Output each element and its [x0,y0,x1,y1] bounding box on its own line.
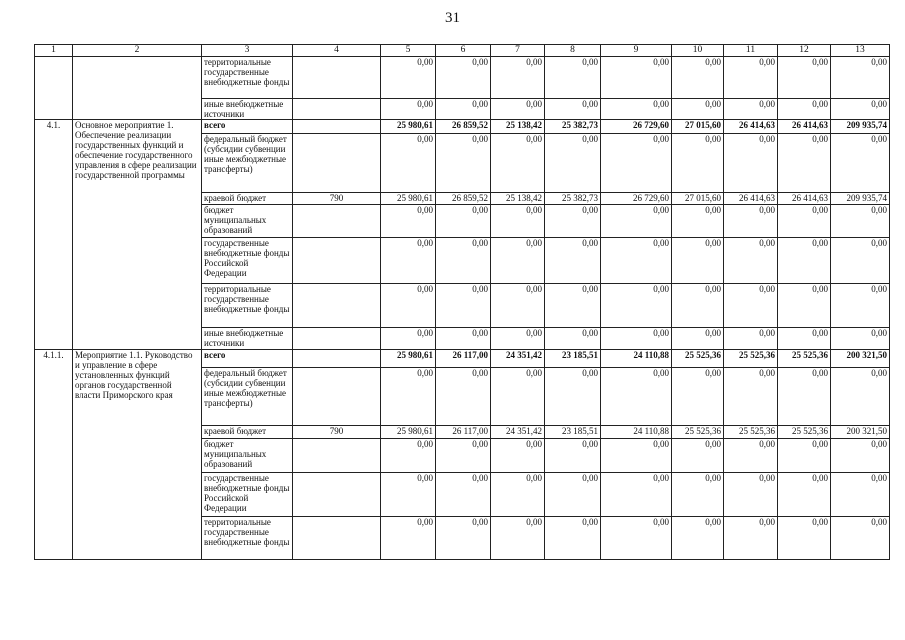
code-cell [293,57,381,99]
value-cell-6: 26 117,00 [436,426,491,439]
code-cell: 790 [293,426,381,439]
value-cell-7: 24 351,42 [491,350,545,368]
value-cell-13: 209 935,74 [831,120,890,134]
value-cell-8: 0,00 [545,439,601,473]
value-cell-5: 25 980,61 [381,426,436,439]
value-cell-8: 0,00 [545,57,601,99]
value-cell-8: 0,00 [545,99,601,120]
code-cell [293,238,381,284]
value-cell-10: 27 015,60 [672,193,724,205]
value-cell-11: 0,00 [724,473,778,517]
column-header-4: 4 [293,45,381,57]
column-header-2: 2 [73,45,202,57]
value-cell-9: 0,00 [601,238,672,284]
code-cell [293,350,381,368]
value-cell-5: 0,00 [381,368,436,426]
code-cell [293,517,381,560]
section-name-cell: Мероприятие 1.1. Руководство и управление в сфере установленных функций органов государственной власти Приморского края [73,350,202,560]
budget-table [34,44,890,560]
value-cell-5: 0,00 [381,205,436,238]
table-row [35,57,890,99]
value-cell-10: 0,00 [672,57,724,99]
section-number-cell [35,57,73,120]
value-cell-6: 26 117,00 [436,350,491,368]
value-cell-10: 27 015,60 [672,120,724,134]
value-cell-10: 0,00 [672,99,724,120]
value-cell-7: 0,00 [491,57,545,99]
value-cell-8: 0,00 [545,368,601,426]
funding-source-cell: иные внебюджетные источники [202,328,293,350]
value-cell-9: 24 110,88 [601,350,672,368]
value-cell-10: 25 525,36 [672,426,724,439]
value-cell-13: 0,00 [831,328,890,350]
value-cell-5: 0,00 [381,134,436,193]
value-cell-9: 0,00 [601,439,672,473]
code-cell [293,99,381,120]
funding-source-cell: государственные внебюджетные фонды Российской Федерации [202,473,293,517]
value-cell-8: 0,00 [545,328,601,350]
value-cell-6: 0,00 [436,284,491,328]
value-cell-13: 0,00 [831,439,890,473]
column-header-6: 6 [436,45,491,57]
funding-source-cell: краевой бюджет [202,426,293,439]
value-cell-10: 25 525,36 [672,350,724,368]
value-cell-9: 0,00 [601,57,672,99]
value-cell-6: 0,00 [436,368,491,426]
column-header-10: 10 [672,45,724,57]
value-cell-5: 0,00 [381,284,436,328]
value-cell-8: 0,00 [545,473,601,517]
value-cell-11: 0,00 [724,439,778,473]
value-cell-6: 26 859,52 [436,193,491,205]
code-cell [293,120,381,134]
page-number: 31 [445,10,460,26]
code-cell: 790 [293,193,381,205]
value-cell-13: 0,00 [831,284,890,328]
value-cell-10: 0,00 [672,134,724,193]
value-cell-12: 26 414,63 [778,120,831,134]
value-cell-10: 0,00 [672,368,724,426]
value-cell-7: 0,00 [491,99,545,120]
value-cell-5: 0,00 [381,439,436,473]
value-cell-11: 0,00 [724,57,778,99]
value-cell-6: 0,00 [436,99,491,120]
value-cell-10: 0,00 [672,473,724,517]
value-cell-13: 0,00 [831,238,890,284]
value-cell-12: 0,00 [778,517,831,560]
column-header-12: 12 [778,45,831,57]
value-cell-10: 0,00 [672,328,724,350]
code-cell [293,473,381,517]
value-cell-11: 26 414,63 [724,193,778,205]
value-cell-13: 0,00 [831,517,890,560]
value-cell-7: 0,00 [491,134,545,193]
funding-source-cell: федеральный бюджет (субсидии субвенции иные межбюджетные трансферты) [202,368,293,426]
value-cell-9: 0,00 [601,284,672,328]
value-cell-11: 0,00 [724,205,778,238]
value-cell-9: 0,00 [601,99,672,120]
column-header-1: 1 [35,45,73,57]
column-header-5: 5 [381,45,436,57]
code-cell [293,368,381,426]
value-cell-5: 0,00 [381,517,436,560]
value-cell-6: 0,00 [436,473,491,517]
funding-source-cell: бюджет муниципальных образований [202,439,293,473]
value-cell-5: 0,00 [381,328,436,350]
value-cell-5: 0,00 [381,99,436,120]
value-cell-8: 25 382,73 [545,193,601,205]
value-cell-12: 25 525,36 [778,426,831,439]
value-cell-10: 0,00 [672,439,724,473]
section-name-cell: Основное мероприятие 1. Обеспечение реализации государственных функций и обеспечение государственного управления в сфере реализации государственной программы [73,120,202,350]
column-header-9: 9 [601,45,672,57]
funding-source-cell: территориальные государственные внебюджетные фонды [202,284,293,328]
funding-source-cell: всего [202,120,293,134]
value-cell-7: 0,00 [491,368,545,426]
table-row [35,120,890,134]
value-cell-12: 26 414,63 [778,193,831,205]
value-cell-6: 0,00 [436,134,491,193]
section-number-cell: 4.1. [35,120,73,350]
value-cell-11: 25 525,36 [724,426,778,439]
funding-source-cell: бюджет муниципальных образований [202,205,293,238]
value-cell-12: 0,00 [778,57,831,99]
value-cell-8: 25 382,73 [545,120,601,134]
value-cell-13: 0,00 [831,368,890,426]
value-cell-12: 0,00 [778,205,831,238]
value-cell-7: 25 138,42 [491,193,545,205]
funding-source-cell: иные внебюджетные источники [202,99,293,120]
value-cell-6: 0,00 [436,517,491,560]
value-cell-11: 26 414,63 [724,120,778,134]
value-cell-7: 0,00 [491,517,545,560]
value-cell-12: 0,00 [778,134,831,193]
value-cell-5: 25 980,61 [381,350,436,368]
funding-source-cell: краевой бюджет [202,193,293,205]
value-cell-9: 0,00 [601,328,672,350]
value-cell-7: 0,00 [491,205,545,238]
funding-source-cell: всего [202,350,293,368]
column-header-3: 3 [202,45,293,57]
value-cell-7: 0,00 [491,238,545,284]
value-cell-13: 0,00 [831,205,890,238]
funding-source-cell: федеральный бюджет (субсидии субвенции иные межбюджетные трансферты) [202,134,293,193]
value-cell-5: 0,00 [381,57,436,99]
value-cell-6: 0,00 [436,238,491,284]
value-cell-8: 0,00 [545,284,601,328]
section-name-cell [73,57,202,120]
value-cell-5: 0,00 [381,473,436,517]
value-cell-12: 0,00 [778,328,831,350]
value-cell-7: 0,00 [491,284,545,328]
value-cell-8: 0,00 [545,238,601,284]
column-header-13: 13 [831,45,890,57]
value-cell-6: 0,00 [436,439,491,473]
funding-source-cell: государственные внебюджетные фонды Российской Федерации [202,238,293,284]
column-header-11: 11 [724,45,778,57]
value-cell-10: 0,00 [672,517,724,560]
value-cell-9: 0,00 [601,517,672,560]
value-cell-13: 0,00 [831,99,890,120]
value-cell-6: 26 859,52 [436,120,491,134]
value-cell-11: 0,00 [724,99,778,120]
value-cell-8: 23 185,51 [545,426,601,439]
table-row [35,350,890,368]
value-cell-12: 0,00 [778,238,831,284]
value-cell-12: 0,00 [778,99,831,120]
value-cell-12: 0,00 [778,473,831,517]
value-cell-13: 200 321,50 [831,350,890,368]
value-cell-9: 24 110,88 [601,426,672,439]
value-cell-6: 0,00 [436,205,491,238]
value-cell-7: 25 138,42 [491,120,545,134]
header-row [35,45,890,57]
value-cell-10: 0,00 [672,238,724,284]
column-header-7: 7 [491,45,545,57]
value-cell-9: 0,00 [601,473,672,517]
value-cell-9: 0,00 [601,205,672,238]
value-cell-13: 0,00 [831,473,890,517]
value-cell-9: 26 729,60 [601,120,672,134]
value-cell-7: 24 351,42 [491,426,545,439]
value-cell-11: 25 525,36 [724,350,778,368]
value-cell-13: 0,00 [831,57,890,99]
value-cell-6: 0,00 [436,57,491,99]
code-cell [293,284,381,328]
value-cell-13: 209 935,74 [831,193,890,205]
section-number-cell: 4.1.1. [35,350,73,560]
value-cell-6: 0,00 [436,328,491,350]
value-cell-10: 0,00 [672,284,724,328]
value-cell-12: 0,00 [778,368,831,426]
funding-source-cell: территориальные государственные внебюджетные фонды [202,57,293,99]
value-cell-7: 0,00 [491,473,545,517]
column-header-8: 8 [545,45,601,57]
value-cell-11: 0,00 [724,284,778,328]
value-cell-8: 0,00 [545,517,601,560]
code-cell [293,134,381,193]
funding-source-cell: территориальные государственные внебюджетные фонды [202,517,293,560]
code-cell [293,328,381,350]
value-cell-7: 0,00 [491,328,545,350]
value-cell-13: 200 321,50 [831,426,890,439]
table-body [35,45,890,560]
value-cell-8: 23 185,51 [545,350,601,368]
value-cell-5: 25 980,61 [381,120,436,134]
value-cell-11: 0,00 [724,517,778,560]
value-cell-8: 0,00 [545,134,601,193]
value-cell-11: 0,00 [724,328,778,350]
value-cell-11: 0,00 [724,134,778,193]
value-cell-9: 26 729,60 [601,193,672,205]
value-cell-10: 0,00 [672,205,724,238]
value-cell-12: 0,00 [778,284,831,328]
value-cell-12: 25 525,36 [778,350,831,368]
code-cell [293,205,381,238]
value-cell-11: 0,00 [724,368,778,426]
value-cell-5: 0,00 [381,238,436,284]
code-cell [293,439,381,473]
value-cell-13: 0,00 [831,134,890,193]
value-cell-11: 0,00 [724,238,778,284]
value-cell-9: 0,00 [601,134,672,193]
value-cell-5: 25 980,61 [381,193,436,205]
value-cell-7: 0,00 [491,439,545,473]
value-cell-12: 0,00 [778,439,831,473]
value-cell-8: 0,00 [545,205,601,238]
value-cell-9: 0,00 [601,368,672,426]
